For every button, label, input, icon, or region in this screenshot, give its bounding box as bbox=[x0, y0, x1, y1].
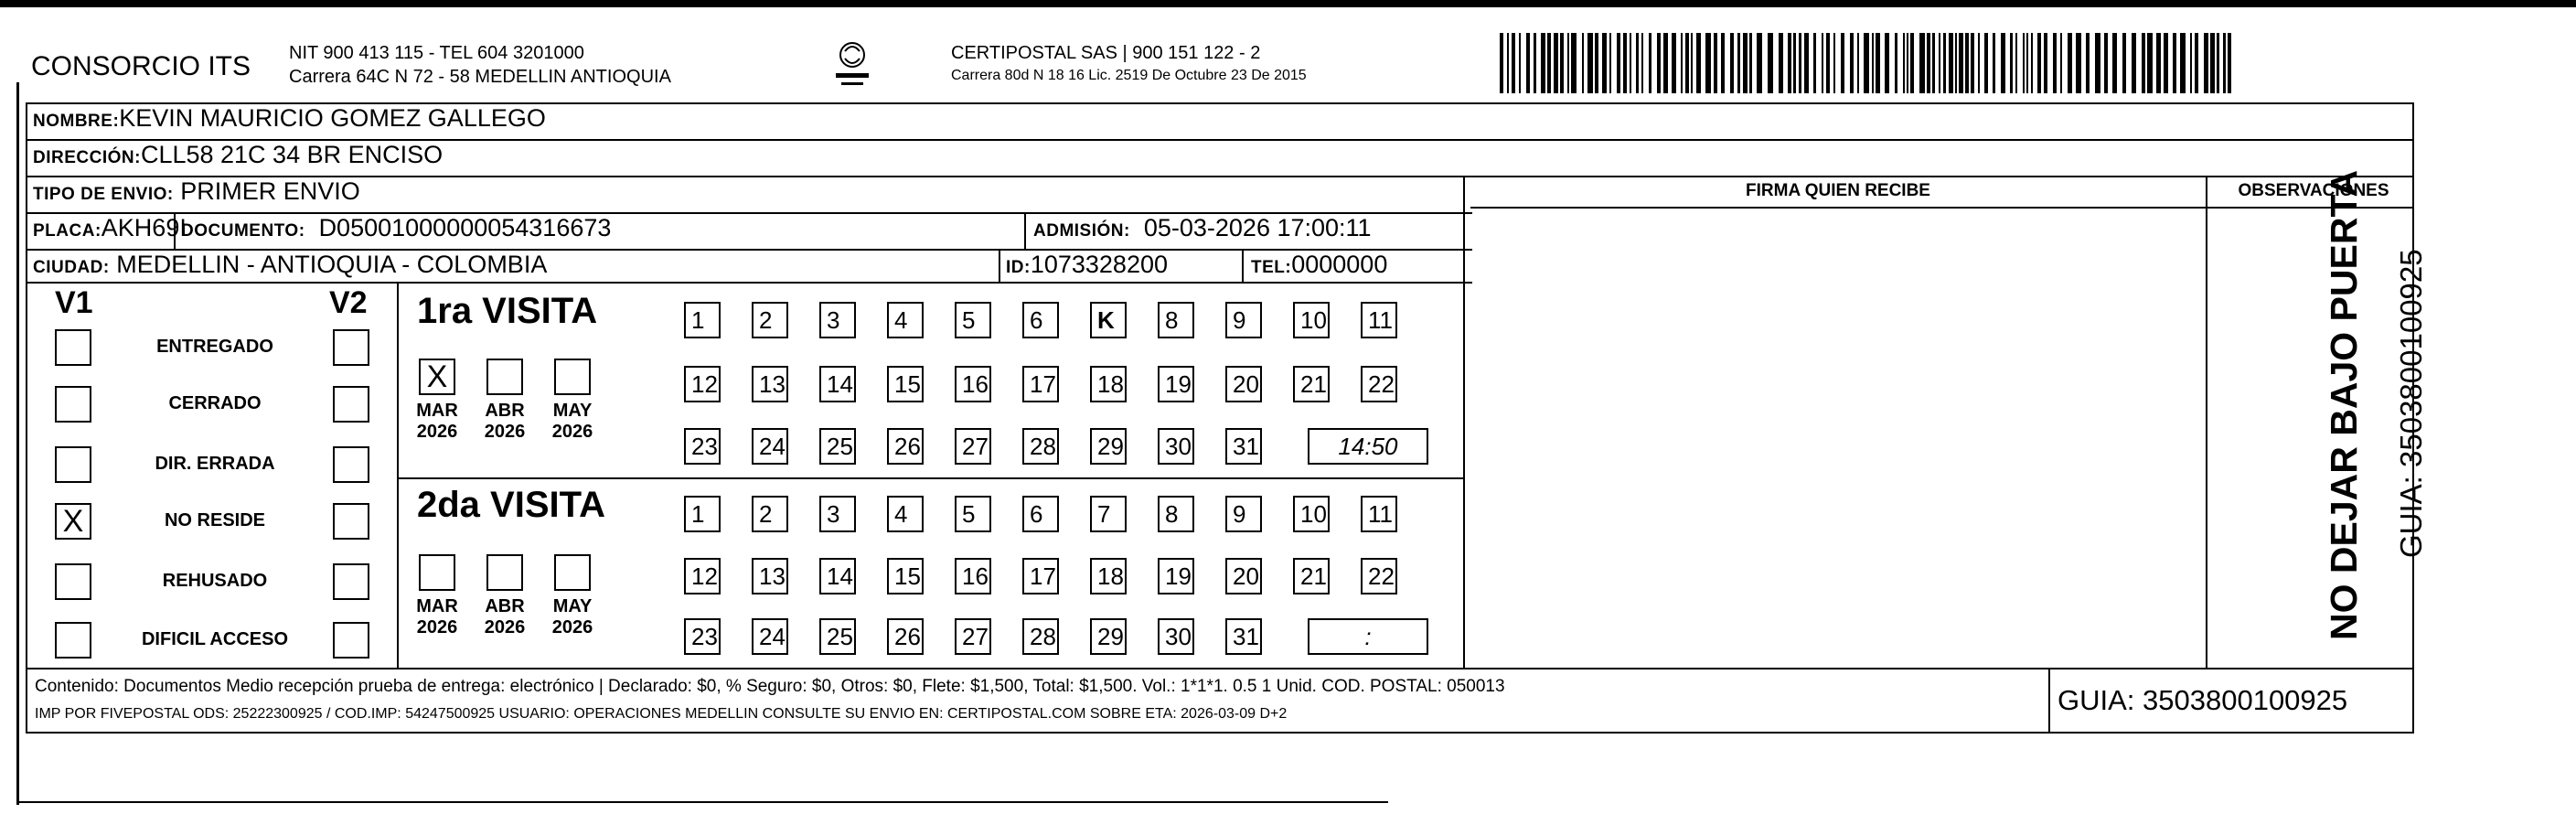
barcode-bar bbox=[1919, 33, 1925, 93]
v2-checkbox[interactable] bbox=[333, 329, 369, 366]
first-visit-day-box[interactable]: K bbox=[1090, 302, 1127, 338]
ciudad-value: MEDELLIN - ANTIOQUIA - COLOMBIA bbox=[116, 251, 548, 278]
v1-checkbox[interactable] bbox=[55, 329, 91, 366]
barcode-bar bbox=[2164, 33, 2168, 93]
first-visit-day-box[interactable]: 9 bbox=[1225, 302, 1262, 338]
first-visit-day-box[interactable]: 14 bbox=[819, 366, 856, 402]
second-visit-day-box[interactable]: 31 bbox=[1225, 618, 1262, 655]
first-visit-day-box[interactable]: 13 bbox=[752, 366, 788, 402]
first-visit-day-box[interactable]: 17 bbox=[1022, 366, 1059, 402]
courier-name: CERTIPOSTAL SAS | 900 151 122 - 2 bbox=[951, 43, 1261, 63]
barcode-bar bbox=[2217, 33, 2219, 93]
first-visit-day-box[interactable]: 11 bbox=[1361, 302, 1397, 338]
barcode-bar bbox=[1768, 33, 1773, 93]
barcode-bar bbox=[1721, 33, 1725, 93]
barcode-bar bbox=[2156, 33, 2161, 93]
placa-value: AKH69I bbox=[101, 214, 187, 241]
first-visit-month-checkbox[interactable]: X bbox=[419, 359, 455, 395]
documento-value: D05001000000054316673 bbox=[318, 214, 612, 241]
first-visit-title: 1ra VISITA bbox=[417, 291, 598, 331]
barcode-bar bbox=[1691, 33, 1693, 93]
second-visit-day-box[interactable]: 11 bbox=[1361, 496, 1397, 532]
barcode-bar bbox=[2223, 33, 2226, 93]
second-visit-day-box[interactable]: 9 bbox=[1225, 496, 1262, 532]
scan-left-edge bbox=[16, 82, 19, 805]
second-visit-title: 2da VISITA bbox=[417, 485, 605, 525]
barcode-bar bbox=[2053, 33, 2057, 93]
barcode-bar bbox=[1714, 33, 1717, 93]
barcode-bar bbox=[1857, 33, 1859, 93]
first-visit-day-box[interactable]: 23 bbox=[684, 428, 721, 465]
first-visit-month-label: MAY 2026 bbox=[551, 401, 593, 442]
status-option-label: CERRADO bbox=[168, 393, 262, 413]
barcode-bar bbox=[2015, 33, 2017, 93]
second-visit-day-box[interactable]: 28 bbox=[1022, 618, 1059, 655]
first-visit-month-label: MAR 2026 bbox=[416, 401, 458, 442]
barcode-bar bbox=[1507, 33, 1509, 93]
barcode-bar bbox=[1971, 33, 1974, 93]
first-visit-day-box[interactable]: 22 bbox=[1361, 366, 1397, 402]
barcode-bar bbox=[1864, 33, 1869, 93]
barcode-bar bbox=[1826, 33, 1830, 93]
barcode-bar bbox=[2132, 33, 2136, 93]
second-visit-month-label: ABR 2026 bbox=[484, 596, 526, 637]
v1-checkbox[interactable] bbox=[55, 446, 91, 483]
barcode-bar bbox=[1984, 33, 1988, 93]
barcode-bar bbox=[1955, 33, 1957, 93]
second-visit-day-box[interactable]: 10 bbox=[1293, 496, 1330, 532]
barcode-bar bbox=[2037, 33, 2041, 93]
barcode-bar bbox=[1705, 33, 1711, 93]
firma-header: FIRMA QUIEN RECIBE bbox=[1746, 181, 1930, 200]
second-visit-day-box[interactable]: 3 bbox=[819, 496, 856, 532]
v1-label: V1 bbox=[55, 285, 93, 320]
scan-bottom-edge bbox=[16, 801, 1388, 803]
barcode-bar bbox=[1609, 33, 1611, 93]
v2-checkbox[interactable] bbox=[333, 563, 369, 600]
first-visit-day-box[interactable]: 2 bbox=[752, 302, 788, 338]
second-visit-time-box[interactable]: : bbox=[1308, 618, 1428, 655]
barcode-bar bbox=[1895, 33, 1897, 93]
tipo-envio-value: PRIMER ENVIO bbox=[180, 177, 360, 205]
second-visit-day-box[interactable]: 23 bbox=[684, 618, 721, 655]
barcode-bar bbox=[1636, 33, 1639, 93]
barcode-bar bbox=[2010, 33, 2013, 93]
barcode-bar bbox=[1959, 33, 1963, 93]
barcode-bar bbox=[1587, 33, 1593, 93]
barcode-bar bbox=[1793, 33, 1796, 93]
barcode-bar bbox=[1595, 33, 1598, 93]
barcode-bar bbox=[2195, 33, 2198, 93]
barcode-bar bbox=[2180, 33, 2186, 93]
barcode-bar bbox=[2001, 33, 2005, 93]
barcode-bar bbox=[2044, 33, 2047, 93]
first-visit-day-box[interactable]: 1 bbox=[684, 302, 721, 338]
barcode-bar bbox=[1993, 33, 1995, 93]
barcode-bar bbox=[1943, 33, 1946, 93]
second-visit-day-box[interactable]: 1 bbox=[684, 496, 721, 532]
second-visit-day-box[interactable]: 20 bbox=[1225, 558, 1262, 594]
second-visit-day-box[interactable]: 16 bbox=[955, 558, 991, 594]
barcode-bar bbox=[1657, 33, 1661, 93]
barcode-bar bbox=[1649, 33, 1651, 93]
id-value: 1073328200 bbox=[1030, 251, 1168, 278]
observaciones-header: OBSERVACIONES bbox=[2238, 181, 2389, 200]
barcode-bar bbox=[1602, 33, 1607, 93]
v2-checkbox[interactable] bbox=[333, 446, 369, 483]
nombre-row: NOMBRE:KEVIN MAURICIO GOMEZ GALLEGO bbox=[33, 104, 546, 132]
barcode-bar bbox=[1623, 33, 1627, 93]
barcode-bar bbox=[1749, 33, 1752, 93]
barcode-bar bbox=[1526, 33, 1530, 93]
barcode-bar bbox=[1541, 33, 1545, 93]
barcode-bar bbox=[1850, 33, 1854, 93]
tel-field: TEL:0000000 bbox=[1251, 251, 1388, 278]
barcode-bar bbox=[1567, 33, 1569, 93]
second-visit-day-box[interactable]: 13 bbox=[752, 558, 788, 594]
second-visit-day-box[interactable]: 25 bbox=[819, 618, 856, 655]
second-visit-day-box[interactable]: 12 bbox=[684, 558, 721, 594]
first-visit-day-box[interactable]: 16 bbox=[955, 366, 991, 402]
first-visit-day-box[interactable]: 26 bbox=[887, 428, 924, 465]
v2-checkbox[interactable] bbox=[333, 386, 369, 423]
first-visit-day-box[interactable]: 19 bbox=[1158, 366, 1194, 402]
first-visit-month-checkbox[interactable] bbox=[554, 359, 591, 395]
v2-checkbox[interactable] bbox=[333, 503, 369, 540]
v1-checkbox[interactable] bbox=[55, 386, 91, 423]
barcode-bar bbox=[1813, 33, 1816, 93]
courier-address: Carrera 80d N 18 16 Lic. 2519 De Octubre 23 De 2015 bbox=[951, 68, 1307, 83]
placa-field: PLACA:AKH69I bbox=[33, 214, 187, 241]
barcode-bar bbox=[1554, 33, 1558, 93]
barcode-bar bbox=[1757, 33, 1762, 93]
second-visit-day-box[interactable]: 29 bbox=[1090, 618, 1127, 655]
barcode-bar bbox=[1630, 33, 1631, 93]
barcode-bar bbox=[1903, 33, 1905, 93]
barcode-bar bbox=[1788, 33, 1791, 93]
first-visit-day-box[interactable]: 20 bbox=[1225, 366, 1262, 402]
second-visit-month-label: MAY 2026 bbox=[551, 596, 593, 637]
ciudad-field: CIUDAD: MEDELLIN - ANTIOQUIA - COLOMBIA bbox=[33, 251, 548, 278]
barcode-bar bbox=[2060, 33, 2062, 93]
second-visit-day-box[interactable]: 7 bbox=[1090, 496, 1127, 532]
barcode-bar bbox=[1560, 33, 1564, 93]
barcode-bar bbox=[1641, 33, 1643, 93]
first-visit-day-box[interactable]: 4 bbox=[887, 302, 924, 338]
barcode-bar bbox=[1939, 33, 1940, 93]
barcode-bar bbox=[2122, 33, 2126, 93]
first-visit-day-box[interactable]: 29 bbox=[1090, 428, 1127, 465]
first-visit-day-box[interactable]: 15 bbox=[887, 366, 924, 402]
second-visit-day-box[interactable]: 2 bbox=[752, 496, 788, 532]
barcode-bar bbox=[1547, 33, 1551, 93]
v1-checkbox[interactable] bbox=[55, 622, 91, 659]
barcode-bar bbox=[1885, 33, 1889, 93]
footer-guia: GUIA: 3503800100925 bbox=[2058, 684, 2348, 716]
barcode-bar bbox=[1833, 33, 1835, 93]
certipostal-logo bbox=[834, 40, 871, 91]
barcode-bar bbox=[1663, 33, 1668, 93]
second-visit-day-box[interactable]: 22 bbox=[1361, 558, 1397, 594]
company-name: CONSORCIO ITS bbox=[31, 51, 251, 81]
direccion-value: CLL58 21C 34 BR ENCISO bbox=[140, 141, 444, 168]
barcode-bar bbox=[1617, 33, 1620, 93]
barcode-bar bbox=[2210, 33, 2215, 93]
barcode-bar bbox=[2086, 33, 2090, 93]
second-visit-day-box[interactable]: 27 bbox=[955, 618, 991, 655]
barcode-bar bbox=[1927, 33, 1930, 93]
barcode-bar bbox=[2204, 33, 2208, 93]
barcode-bar bbox=[2076, 33, 2081, 93]
second-visit-day-box[interactable]: 24 bbox=[752, 618, 788, 655]
status-option-label: NO RESIDE bbox=[164, 510, 266, 530]
side-guia: GUIA: 3503800100925 bbox=[2394, 249, 2428, 558]
nombre-value: KEVIN MAURICIO GOMEZ GALLEGO bbox=[119, 104, 546, 132]
barcode-bar bbox=[1512, 33, 1515, 93]
footer-content-line: Contenido: Documentos Medio recepción prueba de entrega: electrónico | Declarado: $0, % Seguro: $0, Otros: $0, Flete: $1,500, Total: $1,500. Vol.: 1*1*1. 0.5 1 Unid. COD. POSTAL: 050013 bbox=[35, 677, 1505, 696]
company-address: Carrera 64C N 72 - 58 MEDELLIN ANTIOQUIA bbox=[289, 67, 671, 87]
admision-field: ADMISIÓN: 05-03-2026 17:00:11 bbox=[1033, 214, 1372, 241]
barcode-bar bbox=[1978, 33, 1980, 93]
second-visit-day-box[interactable]: 21 bbox=[1293, 558, 1330, 594]
first-visit-day-box[interactable]: 27 bbox=[955, 428, 991, 465]
barcode-bar bbox=[1949, 33, 1953, 93]
barcode-bar bbox=[1907, 33, 1908, 93]
scan-top-edge bbox=[0, 0, 2576, 7]
first-visit-day-box[interactable]: 6 bbox=[1022, 302, 1059, 338]
barcode-bar bbox=[1685, 33, 1689, 93]
second-visit-day-box[interactable]: 14 bbox=[819, 558, 856, 594]
v1-checkbox[interactable] bbox=[55, 563, 91, 600]
id-field: ID:1073328200 bbox=[1006, 251, 1168, 278]
barcode-bar bbox=[2095, 33, 2100, 93]
footer-print-line: IMP POR FIVEPOSTAL ODS: 25222300925 / COD.IMP: 54247500925 USUARIO: OPERACIONES MEDELLIN CONSULTE SU ENVIO EN: CERTIPOSTAL.COM SOBRE ETA: 2026-03-09 D+2 bbox=[35, 706, 1288, 722]
first-visit-day-box[interactable]: 30 bbox=[1158, 428, 1194, 465]
status-option-label: ENTREGADO bbox=[156, 337, 273, 357]
second-visit-day-box[interactable]: 26 bbox=[887, 618, 924, 655]
admision-value: 05-03-2026 17:00:11 bbox=[1143, 214, 1372, 241]
barcode-bar bbox=[1876, 33, 1880, 93]
v1-checkbox[interactable]: X bbox=[55, 503, 91, 540]
barcode-bar bbox=[2068, 33, 2072, 93]
v2-label: V2 bbox=[329, 285, 368, 320]
barcode-bar bbox=[2031, 33, 2033, 93]
second-visit-day-box[interactable]: 8 bbox=[1158, 496, 1194, 532]
second-visit-day-box[interactable]: 19 bbox=[1158, 558, 1194, 594]
barcode-bar bbox=[1582, 33, 1584, 93]
second-visit-month-checkbox[interactable] bbox=[554, 554, 591, 591]
second-visit-day-box[interactable]: 15 bbox=[887, 558, 924, 594]
barcode-bar bbox=[2104, 33, 2108, 93]
barcode-bar bbox=[1743, 33, 1748, 93]
first-visit-day-box[interactable]: 18 bbox=[1090, 366, 1127, 402]
first-visit-month-label: ABR 2026 bbox=[484, 401, 526, 442]
barcode-bar bbox=[1500, 33, 1503, 93]
second-visit-day-box[interactable]: 18 bbox=[1090, 558, 1127, 594]
first-visit-day-box[interactable]: 8 bbox=[1158, 302, 1194, 338]
barcode-bar bbox=[2147, 33, 2153, 93]
second-visit-day-box[interactable]: 17 bbox=[1022, 558, 1059, 594]
barcode-bar bbox=[2173, 33, 2176, 93]
first-visit-day-box[interactable]: 24 bbox=[752, 428, 788, 465]
tipo-envio-row: TIPO DE ENVIO: PRIMER ENVIO bbox=[33, 177, 360, 205]
first-visit-month-checkbox[interactable] bbox=[486, 359, 523, 395]
side-warning: NO DEJAR BAJO PUERTA bbox=[2323, 169, 2365, 640]
barcode-bar bbox=[1799, 33, 1801, 93]
barcode-bar bbox=[1872, 33, 1874, 93]
barcode-bar bbox=[1571, 33, 1577, 93]
barcode-bar bbox=[2026, 33, 2028, 93]
barcode-bar bbox=[2142, 33, 2145, 93]
status-option-label: DIR. ERRADA bbox=[155, 454, 275, 474]
barcode-bar bbox=[1910, 33, 1914, 93]
barcode-bar bbox=[1779, 33, 1783, 93]
barcode-bar bbox=[2190, 33, 2192, 93]
first-visit-time-box[interactable]: 14:50 bbox=[1308, 428, 1428, 465]
second-visit-day-box[interactable]: 30 bbox=[1158, 618, 1194, 655]
barcode-bar bbox=[1672, 33, 1676, 93]
first-visit-day-box[interactable]: 21 bbox=[1293, 366, 1330, 402]
second-visit-day-box[interactable]: 5 bbox=[955, 496, 991, 532]
barcode-bar bbox=[1519, 33, 1521, 93]
barcode-bar bbox=[1804, 33, 1809, 93]
first-visit-day-box[interactable]: 28 bbox=[1022, 428, 1059, 465]
documento-field: DOCUMENTO: D05001000000054316673 bbox=[181, 214, 612, 241]
barcode-bar bbox=[2023, 33, 2025, 93]
first-visit-day-box[interactable]: 10 bbox=[1293, 302, 1330, 338]
first-visit-day-box[interactable]: 31 bbox=[1225, 428, 1262, 465]
second-visit-month-checkbox[interactable] bbox=[419, 554, 455, 591]
barcode-bar bbox=[1681, 33, 1683, 93]
direccion-row: DIRECCIÓN:CLL58 21C 34 BR ENCISO bbox=[33, 141, 444, 168]
company-nit: NIT 900 413 115 - TEL 604 3201000 bbox=[289, 43, 584, 63]
barcode-bar bbox=[2228, 33, 2231, 93]
second-visit-month-checkbox[interactable] bbox=[486, 554, 523, 591]
barcode-bar bbox=[2112, 33, 2117, 93]
second-visit-month-label: MAR 2026 bbox=[416, 596, 458, 637]
barcode-bar bbox=[1534, 33, 1536, 93]
barcode bbox=[1500, 33, 2231, 93]
barcode-bar bbox=[1737, 33, 1740, 93]
status-option-label: DIFICIL ACCESO bbox=[141, 629, 288, 649]
tel-value: 0000000 bbox=[1291, 251, 1388, 278]
first-visit-day-box[interactable]: 3 bbox=[819, 302, 856, 338]
second-visit-day-box[interactable]: 6 bbox=[1022, 496, 1059, 532]
barcode-bar bbox=[1965, 33, 1969, 93]
barcode-bar bbox=[1730, 33, 1734, 93]
barcode-bar bbox=[1932, 33, 1935, 93]
first-visit-day-box[interactable]: 12 bbox=[684, 366, 721, 402]
status-option-label: REHUSADO bbox=[162, 571, 268, 591]
barcode-bar bbox=[1822, 33, 1823, 93]
first-visit-day-box[interactable]: 5 bbox=[955, 302, 991, 338]
barcode-bar bbox=[1841, 33, 1844, 93]
v2-checkbox[interactable] bbox=[333, 622, 369, 659]
barcode-bar bbox=[1696, 33, 1701, 93]
first-visit-day-box[interactable]: 25 bbox=[819, 428, 856, 465]
second-visit-day-box[interactable]: 4 bbox=[887, 496, 924, 532]
